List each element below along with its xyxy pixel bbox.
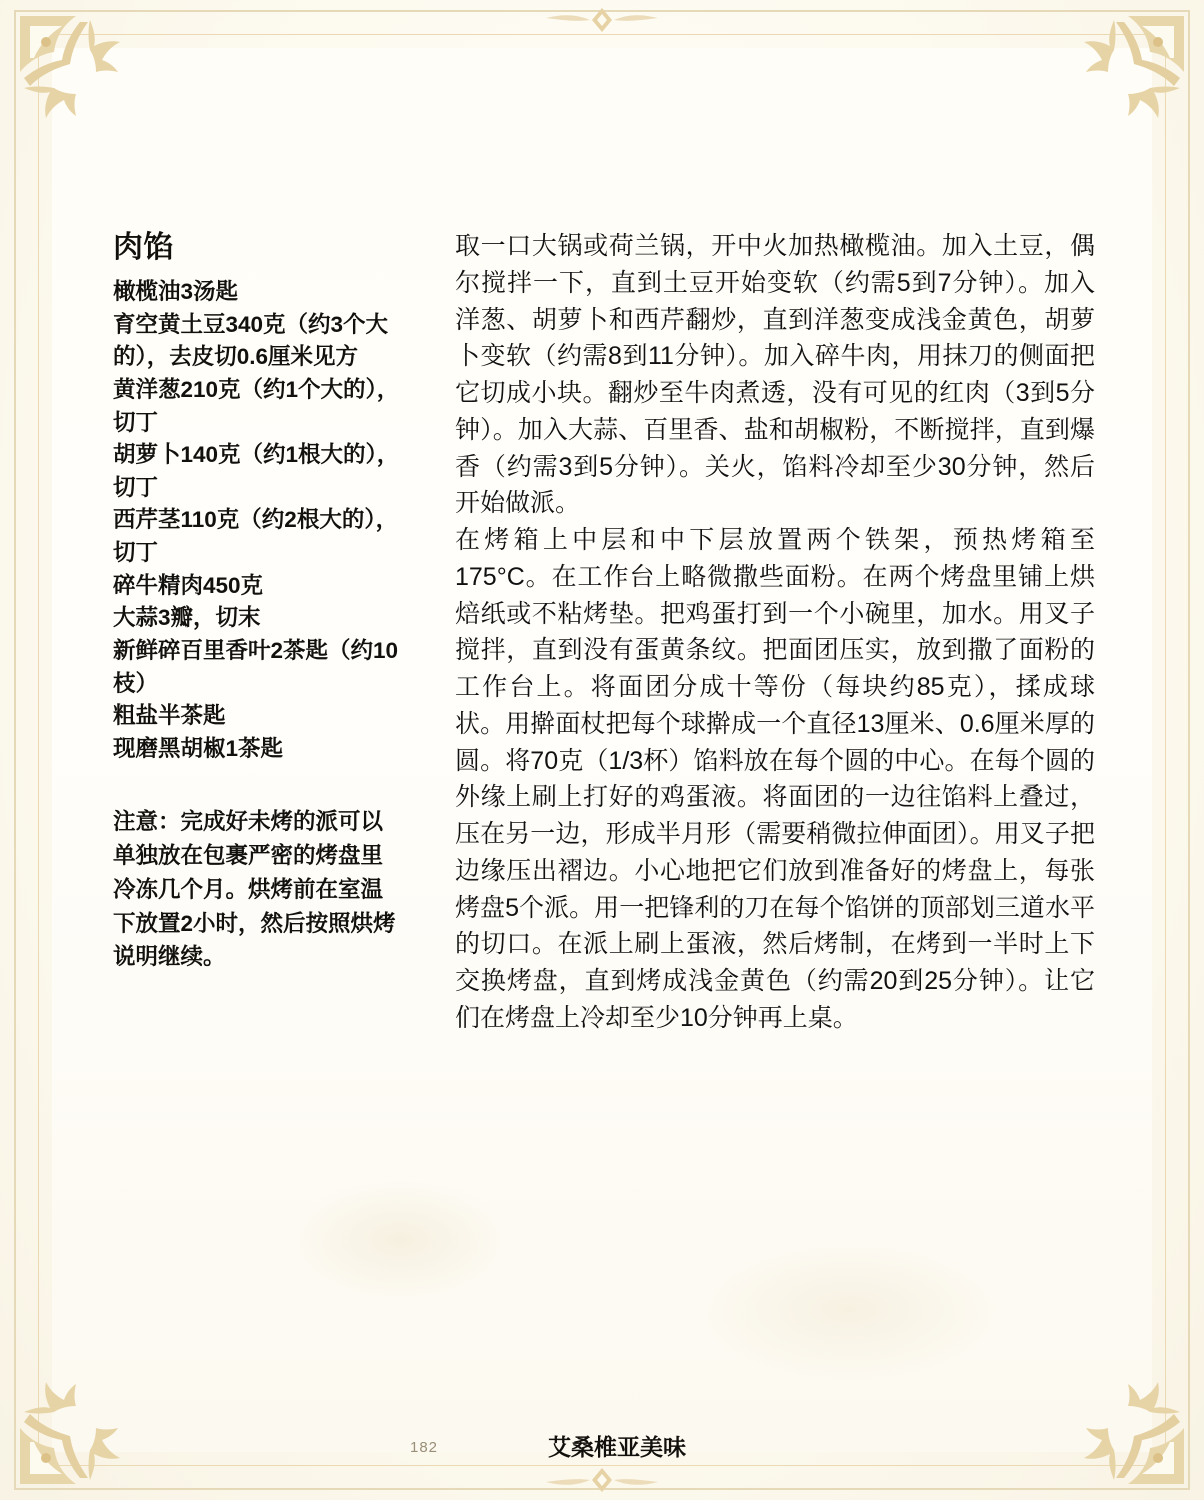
section-title-filling: 肉馅	[113, 231, 174, 264]
list-item: 胡萝卜140克（约1根大的），切丁	[113, 442, 400, 500]
instructions-column	[455, 228, 1095, 1037]
instructions-paragraph: 取一口大锅或荷兰锅，开中火加热橄榄油。加入土豆，偶尔搅拌一下，直到土豆开始变软（约需5到7分钟）。加入洋葱、胡萝卜和西芹翻炒，直到洋葱变成浅金黄色，胡萝卜变软（约需8到11分钟）。加入碎牛肉，用抹刀的侧面把它切成小块。翻炒至牛肉煮透，没有可见的红肉（3到5分钟）。加入大蒜、百里香、盐和胡椒粉，不断搅拌，直到爆香（约需3到5分钟）。关火，馅料冷却至少30分钟，然后开始做派。	[455, 232, 1095, 518]
instructions-paragraph: 在烤箱上中层和中下层放置两个铁架，预热烤箱至175°C。在工作台上略微撒些面粉。在两个烤盘里铺上烘焙纸或不粘烤垫。把鸡蛋打到一个小碗里，加水。用叉子搅拌，直到没有蛋黄条纹。把面团压实，放到撒了面粉的工作台上。将面团分成十等份（每块约85克），揉成球状。用擀面杖把每个球擀成一个直径13厘米、0.6厘米厚的圆。将70克（1/3杯）馅料放在每个圆的中心。在每个圆的外缘上刷上打好的鸡蛋液。将面团的一边往馅料上叠过，压在另一边，形成半月形（需要稍微拉伸面团）。用叉子把边缘压出褶边。小心地把它们放到准备好的烤盘上，每张烤盘5个派。用一把锋利的刀在每个馅饼的顶部划三道水平的切口。在派上刷上蛋液，然后烤制，在烤到一半时上下交换烤盘，直到烤成浅金黄色（约需20到25分钟）。让它们在烤盘上冷却至少10分钟再上桌。	[455, 526, 1095, 1032]
list-item: 碎牛精肉450克	[113, 572, 264, 598]
list-item: 育空黄土豆340克（约3个大的），去皮切0.6厘米见方	[113, 311, 389, 370]
list-item: 黄洋葱210克（约1个大的），切丁	[113, 376, 400, 435]
book-title: 艾桑椎亚美味	[548, 1434, 686, 1460]
ingredient-list	[113, 276, 403, 765]
page-footer	[0, 1424, 1204, 1464]
list-item: 西芹茎110克（约2根大的），切丁	[113, 507, 399, 565]
list-item: 现磨黑胡椒1茶匙	[113, 735, 284, 761]
list-item: 新鲜碎百里香叶2茶匙（约10枝）	[113, 637, 399, 696]
list-item: 橄榄油3汤匙	[113, 279, 239, 304]
ingredients-column	[113, 222, 403, 974]
recipe-note: 注意：完成好未烤的派可以单独放在包裹严密的烤盘里冷冻几个月。烘烤前在室温下放置2小时，然后按照烘烤说明继续。	[113, 809, 396, 970]
page-number: 182	[410, 1439, 439, 1456]
list-item: 大蒜3瓣，切末	[113, 605, 261, 631]
list-item: 粗盐半茶匙	[113, 703, 226, 729]
